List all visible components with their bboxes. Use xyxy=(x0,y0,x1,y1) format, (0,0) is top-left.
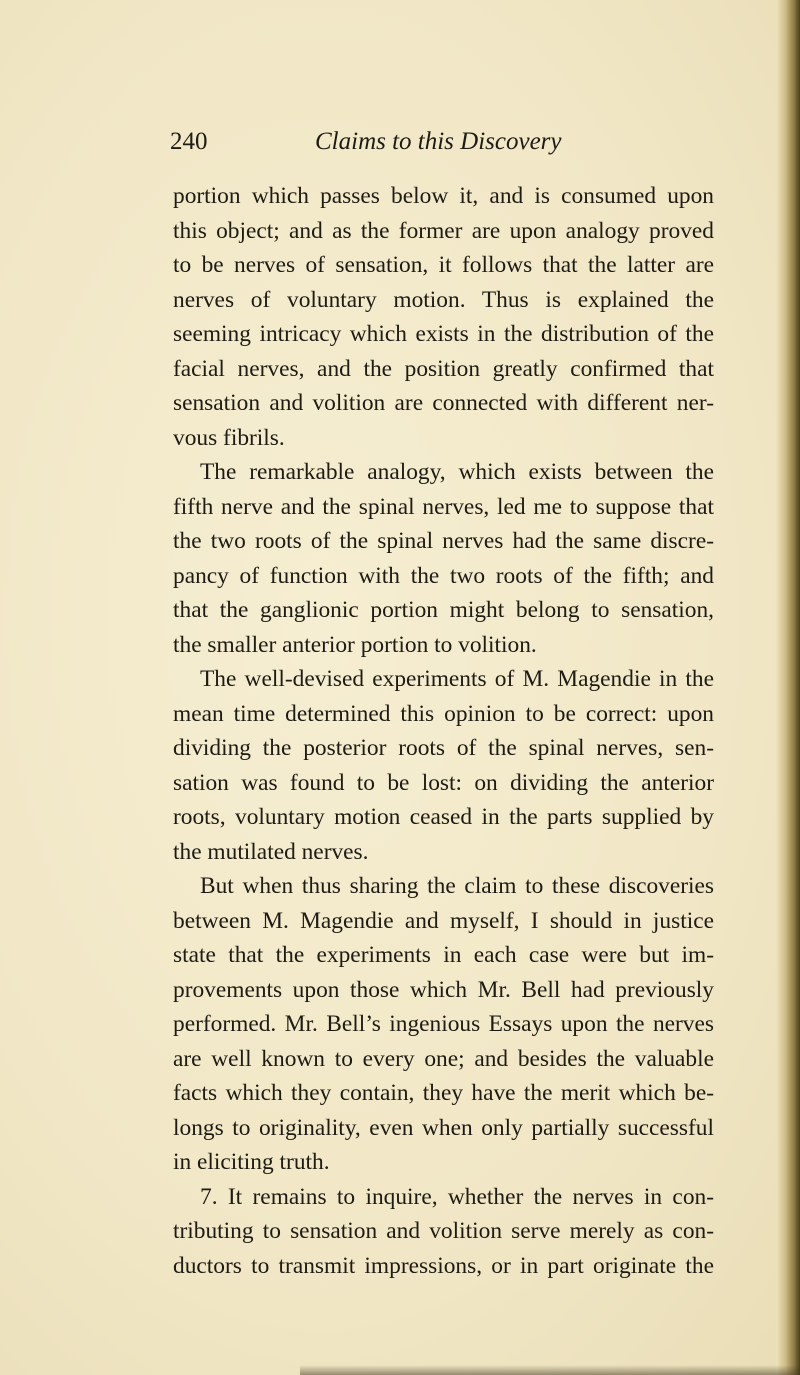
text-line: seeming intricacy which exists in the distribution of the xyxy=(173,321,714,347)
page-header xyxy=(170,128,610,168)
page-number: 240 xyxy=(170,128,208,155)
text-line: the two roots of the spinal nerves had the same discre- xyxy=(173,528,714,554)
text-line: sensation and volition are connected with different ner- xyxy=(173,390,714,416)
paragraph-first-line: But when thus sharing the claim to these discoveries xyxy=(200,873,714,899)
text-line: tributing to sensation and volition serve merely as con- xyxy=(173,1218,714,1244)
paragraph-first-line: The well-devised experiments of M. Magendie in the xyxy=(200,666,714,692)
text-line: nerves of voluntary motion. Thus is explained the xyxy=(173,286,714,313)
text-line: that the ganglionic portion might belong to sensation, xyxy=(173,597,714,623)
text-line: pancy of function with the two roots of the fifth; and xyxy=(173,562,714,589)
text-line: to be nerves of sensation, it follows that the latter are xyxy=(173,252,714,278)
text-line: performed. Mr. Bell’s ingenious Essays upon the nerves xyxy=(173,1011,714,1037)
page-edge-shadow xyxy=(776,0,800,1375)
running-title: Claims to this Discovery xyxy=(315,128,562,155)
text-line: dividing the posterior roots of the spinal nerves, sen- xyxy=(173,735,714,761)
paragraph-first-line: The remarkable analogy, which exists between the xyxy=(200,459,714,485)
text-line: state that the experiments in each case were but im- xyxy=(173,942,714,968)
text-line: facial nerves, and the position greatly confirmed that xyxy=(173,355,714,382)
text-line: in eliciting truth. xyxy=(173,1149,330,1175)
text-line: facts which they contain, they have the merit which be- xyxy=(173,1080,714,1106)
text-line: fifth nerve and the spinal nerves, led me to suppose that xyxy=(173,493,714,520)
text-line: provements upon those which Mr. Bell had previously xyxy=(173,976,714,1003)
body-text xyxy=(173,179,714,1283)
text-line: mean time determined this opinion to be correct: upon xyxy=(173,700,714,727)
text-line: vous fibrils. xyxy=(173,424,285,451)
text-line: this object; and as the former are upon analogy proved xyxy=(173,217,714,244)
text-line: the smaller anterior portion to volition. xyxy=(173,631,537,658)
text-line: between M. Magendie and myself, I should in justice xyxy=(173,907,714,934)
text-line: portion which passes below it, and is consumed upon xyxy=(173,183,714,209)
text-line: sation was found to be lost: on dividing the anterior xyxy=(173,769,714,796)
page-bottom-shadow xyxy=(300,1365,800,1375)
text-line: longs to originality, even when only partially successful xyxy=(173,1114,714,1141)
text-line: ductors to transmit impressions, or in part originate the xyxy=(173,1252,714,1279)
text-line: roots, voluntary motion ceased in the parts supplied by xyxy=(173,804,714,830)
text-line: are well known to every one; and besides the valuable xyxy=(173,1045,714,1072)
text-line: the mutilated nerves. xyxy=(173,838,369,865)
paragraph-first-line: 7. It remains to inquire, whether the nerves in con- xyxy=(200,1183,714,1210)
